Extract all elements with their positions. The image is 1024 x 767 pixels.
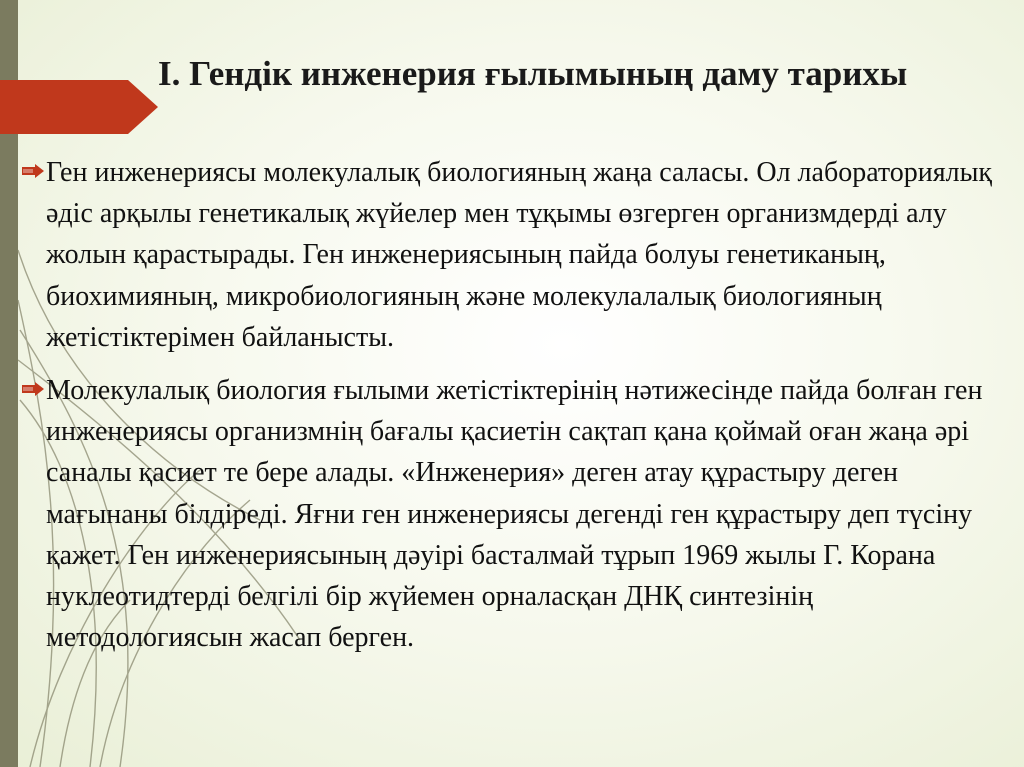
arrow-bullet-icon xyxy=(22,382,44,396)
paragraph-text: Молекулалық биология ғылыми жетістіктерінің нәтижесінде пайда болған ген инженериясы организмнің бағалы қасиетін сақтап қана қоймай оған жаңа әрі саналы қасиет те бере алады. «Инженерия» деген атау құрастыру деген мағынаны білдіреді. Яғни ген инженериясы дегенді ген құрастыру деп түсіну қажет. Ген инженериясының дәуірі басталмай тұрып 1969 жылы Г. Корана нуклеотидтерді белгілі бір жүйемен орналасқан ДНҚ синтезінің методологиясын жасап берген. xyxy=(46,375,983,654)
paragraph-1 xyxy=(22,152,997,358)
accent-arrow-tab xyxy=(0,80,160,134)
slide-body xyxy=(22,152,997,670)
paragraph-2 xyxy=(22,370,997,658)
arrow-bullet-icon xyxy=(22,164,44,178)
slide-title: I. Гендік инженерия ғылымының даму тарихы xyxy=(158,54,908,93)
paragraph-text: Ген инженериясы молекулалық биологияның жаңа саласы. Ол лабораториялық әдіс арқылы генетикалық жүйелер мен тұқымы өзгерген организмдерді алу жолын қарастырады. Ген инженериясының пайда болуы генетиканың, биохимияның, микробиологияның және молекулалалық биологияның жетістіктерімен байланысты. xyxy=(46,157,993,353)
